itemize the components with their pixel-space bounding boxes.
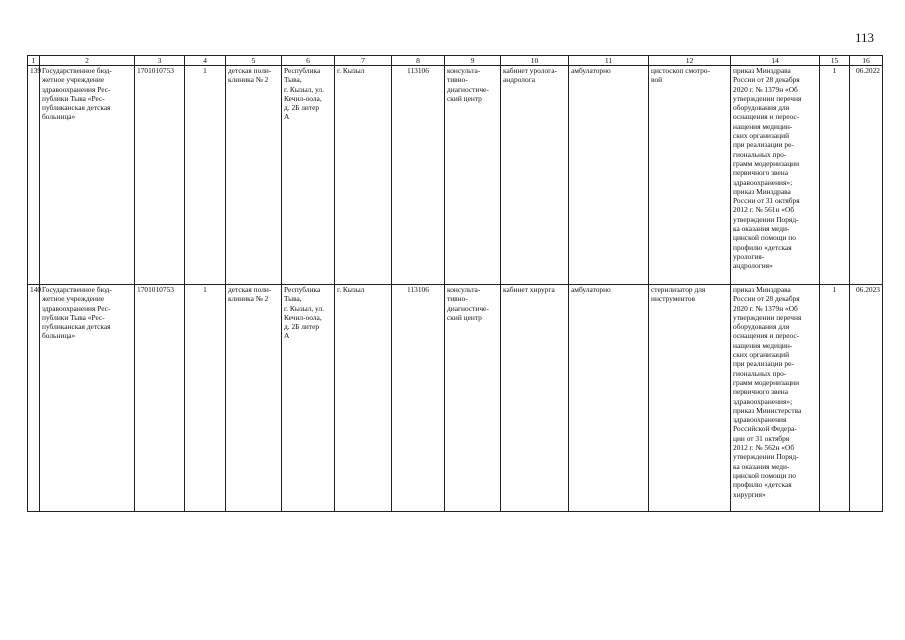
- room: кабинет уролога- андролога: [501, 66, 569, 285]
- address: Республика Тыва, г. Кызыл, ул. Кечил-оола, д. 2Б литер А: [282, 66, 335, 285]
- delivery-date: 06.2022: [850, 66, 883, 285]
- care-form: амбулаторно: [569, 66, 649, 285]
- header-col-10: 10: [501, 56, 569, 66]
- regulatory-order: приказ Минздрава России от 28 декабря 2020 г. № 1379н «Об утверждении перечня оборудования для оснащения и переос- нащения медицин- ских организаций при реализации ре- гиональных про- грамм модернизации первичного звена здравоохранения»; приказ Министерства здравоохранения Российской Федера- ции от 31 октября 2012 г. № 562н «Об утверждении Поряд- ка оказания меди- цинской помощи по профилю «детская хирургия»: [731, 285, 820, 512]
- center-type: консульта- тивно- диагностиче- ский центр: [445, 285, 501, 512]
- header-col-3: 3: [135, 56, 185, 66]
- header-col-14: 14: [731, 56, 820, 66]
- quantity: 1: [185, 66, 226, 285]
- header-col-7: 7: [335, 56, 392, 66]
- department: детская поли- клиника № 2: [226, 66, 282, 285]
- organization-code: 1701010753: [135, 285, 185, 512]
- organization-name: Государственное бюд- жетное учреждение здравоохранения Рес- публики Тыва «Рес- публиканская детская больница»: [40, 66, 135, 285]
- equipment-name: стерилизатор для инструментов: [649, 285, 731, 512]
- room: кабинет хирурга: [501, 285, 569, 512]
- equipment-count: 1: [820, 285, 850, 512]
- equipment-count: 1: [820, 66, 850, 285]
- organization-code: 1701010753: [135, 66, 185, 285]
- okved-code: 113106: [392, 66, 445, 285]
- department: детская поли- клиника № 2: [226, 285, 282, 512]
- okved-code: 113106: [392, 285, 445, 512]
- equipment-name: цистоскоп смотро- вой: [649, 66, 731, 285]
- header-col-4: 4: [185, 56, 226, 66]
- header-col-9: 9: [445, 56, 501, 66]
- center-type: консульта- тивно- диагностиче- ский центр: [445, 66, 501, 285]
- city: г. Кызыл: [335, 66, 392, 285]
- city: г. Кызыл: [335, 285, 392, 512]
- table-row: [28, 66, 883, 285]
- header-col-16: 16: [850, 56, 883, 66]
- quantity: 1: [185, 285, 226, 512]
- page-number: 113: [855, 30, 875, 45]
- equipment-table: [27, 55, 883, 512]
- table-row: [28, 285, 883, 512]
- header-col-1: 1: [28, 56, 40, 66]
- header-col-8: 8: [392, 56, 445, 66]
- care-form: амбулаторно: [569, 285, 649, 512]
- delivery-date: 06.2023: [850, 285, 883, 512]
- organization-name: Государственное бюд- жетное учреждение здравоохранения Рес- публики Тыва «Рес- публиканская детская больница»: [40, 285, 135, 512]
- regulatory-order: приказ Минздрава России от 28 декабря 2020 г. № 1379н «Об утверждении перечня оборудования для оснащения и переос- нащения медицин- ских организаций при реализации ре- гиональных про- грамм модернизации первичного звена здравоохранения»; приказ Минздрава России от 31 октября 2012 г. № 561н «Об утверждении Поряд- ка оказания меди- цинской помощи по профилю «детская урология- андрология»: [731, 66, 820, 285]
- header-col-5: 5: [226, 56, 282, 66]
- header-col-12: 12: [649, 56, 731, 66]
- address: Республика Тыва, г. Кызыл, ул. Кечил-оола, д. 2Б литер А: [282, 285, 335, 512]
- header-col-2: 2: [40, 56, 135, 66]
- header-col-15: 15: [820, 56, 850, 66]
- row-number: 140: [28, 285, 40, 512]
- header-row: [28, 56, 883, 66]
- header-col-11: 11: [569, 56, 649, 66]
- row-number: 139: [28, 66, 40, 285]
- header-col-6: 6: [282, 56, 335, 66]
